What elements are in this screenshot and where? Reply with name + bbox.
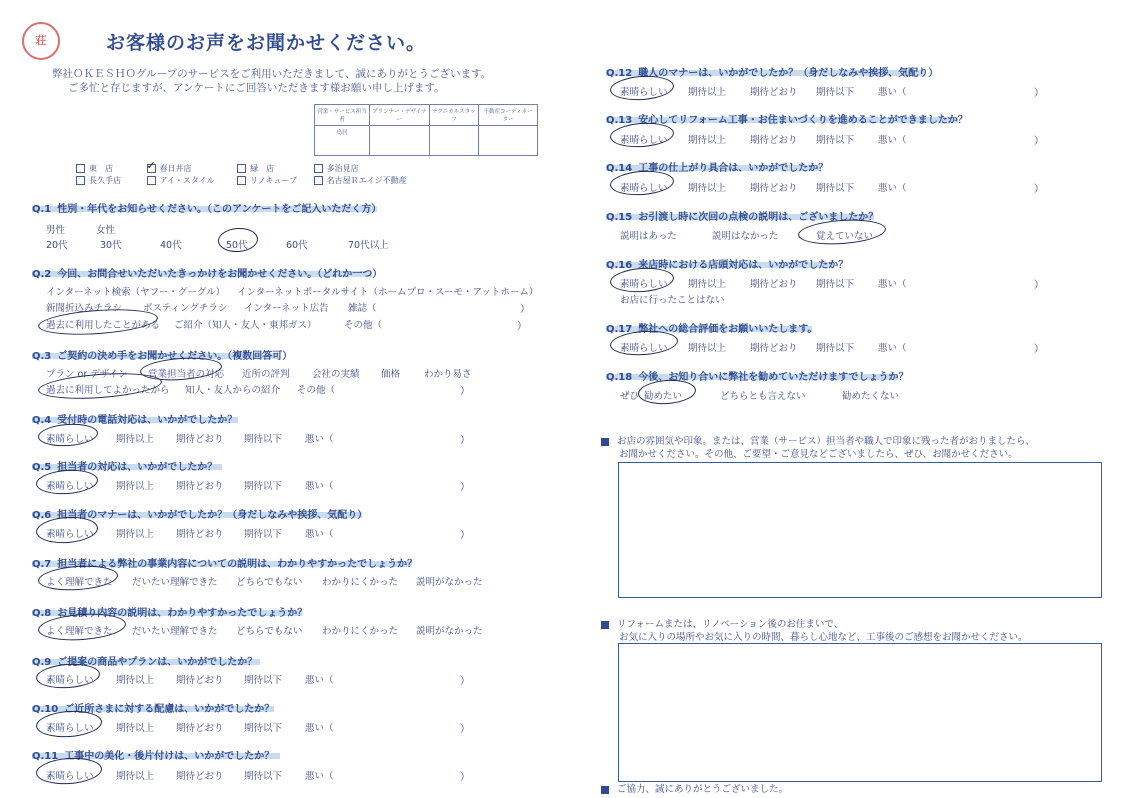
question-11: Q.11 工事中の美化・後片付けは、いかがでしたか？ xyxy=(32,751,275,762)
option-above-expectation[interactable]: 期待以上 xyxy=(688,343,727,354)
question-8: Q.8 お見積り内容の説明は、わかりやすかったでしょうか？ xyxy=(32,608,308,619)
option-above-expectation[interactable]: 期待以上 xyxy=(116,529,155,540)
question-18: Q.18 今後、お知り合いに弊社を勧めていただけますでしょうか？ xyxy=(606,372,909,383)
paren-close: ） xyxy=(1034,280,1044,291)
option-60s[interactable]: 60代 xyxy=(286,240,308,251)
paren-close: ） xyxy=(1034,184,1044,195)
option-bad[interactable]: 悪い（ xyxy=(878,279,907,290)
paren-close: ） xyxy=(1034,88,1044,99)
paren-close: ） xyxy=(460,386,470,397)
option-below-expectation[interactable]: 期待以下 xyxy=(816,279,855,290)
option-excellent[interactable]: 素晴らしい xyxy=(46,723,94,734)
question-2: Q.2 今回、お問合せいただいたきっかけをお聞かせください。（どれか一つ） xyxy=(32,269,383,280)
option-as-expected[interactable]: 期待どおり xyxy=(176,771,224,782)
option-bad[interactable]: 悪い（ xyxy=(305,481,334,492)
option-other[interactable]: その他（ xyxy=(297,385,336,396)
page-title: お客様のお声をお聞かせください。 xyxy=(106,32,427,54)
checkbox[interactable] xyxy=(314,176,323,185)
option-not-explained[interactable]: 説明はなかった xyxy=(712,231,779,242)
question-16: Q.16 来店時における店頭対応は、いかがでしたか？ xyxy=(606,260,849,271)
option-excellent[interactable]: 素晴らしい xyxy=(620,343,668,354)
option-as-expected[interactable]: 期待どおり xyxy=(176,481,224,492)
question-6: Q.6 担当者のマナーは、いかがでしたか？（身だしなみや挨拶、気配り） xyxy=(32,510,368,521)
comment-box-1[interactable] xyxy=(618,462,1102,598)
selection-circle xyxy=(217,227,259,254)
option-referral[interactable]: ご紹介（知人・友人・東邦ガス） xyxy=(174,320,317,331)
staff-header-planner: プランナー・デザイナー xyxy=(370,105,430,126)
comment-box-2[interactable] xyxy=(618,643,1102,782)
question-13: Q.13 安心してリフォーム工事・お住まいづくりを進めることができましたか？ xyxy=(606,115,968,126)
option-below-expectation[interactable]: 期待以下 xyxy=(244,723,283,734)
question-12: Q.12 職人のマナーは、いかがでしたか？（身だしなみや挨拶、気配り） xyxy=(606,68,939,79)
option-recommend[interactable]: 勧めたい xyxy=(644,391,683,402)
option-below-expectation[interactable]: 期待以下 xyxy=(816,343,855,354)
question-4: Q.4 受付時の電話対応は、いかがでしたか？ xyxy=(32,415,238,426)
option-bad[interactable]: 悪い（ xyxy=(878,183,907,194)
option-bad[interactable]: 悪い（ xyxy=(878,343,907,354)
checkbox[interactable] xyxy=(147,176,156,185)
option-track-record[interactable]: 会社の実績 xyxy=(312,369,360,380)
option-sales-rep[interactable]: 営業担当者の対応 xyxy=(148,369,225,380)
option-newspaper-flyer[interactable]: 新聞折込みチラシ xyxy=(46,303,123,314)
question-15: Q.15 お引渡し時に次回の点検の説明は、ございましたか？ xyxy=(606,212,879,223)
option-male[interactable]: 男性 xyxy=(46,225,66,236)
option-explained[interactable]: 説明はあった xyxy=(620,231,677,242)
option-bad[interactable]: 悪い（ xyxy=(305,529,334,540)
option-above-expectation[interactable]: 期待以上 xyxy=(116,481,155,492)
option-hard-to-understand[interactable]: わかりにくかった xyxy=(322,577,399,588)
option-bad[interactable]: 悪い（ xyxy=(878,87,907,98)
company-seal: 荘 xyxy=(22,22,60,60)
option-posting-flyer[interactable]: ポスティングチラシ xyxy=(143,303,228,314)
option-mostly-understood[interactable]: だいたい理解できた xyxy=(132,577,218,588)
option-50s[interactable]: 50代 xyxy=(226,240,248,251)
option-understood-well[interactable]: よく理解できた xyxy=(46,577,113,588)
option-excellent[interactable]: 素晴らしい xyxy=(46,481,94,492)
option-bad[interactable]: 悪い（ xyxy=(305,434,334,445)
option-70s-plus[interactable]: 70代以上 xyxy=(348,240,389,251)
paren-close: ） xyxy=(460,530,470,541)
question-9: Q.9 ご提案の商品やプランは、いかがでしたか？ xyxy=(32,657,258,668)
option-above-expectation[interactable]: 期待以上 xyxy=(688,87,727,98)
option-as-expected[interactable]: 期待どおり xyxy=(750,183,798,194)
option-as-expected[interactable]: 期待どおり xyxy=(750,279,798,290)
option-above-expectation[interactable]: 期待以上 xyxy=(688,279,727,290)
staff-value-sales[interactable]: 鳥居 xyxy=(315,126,370,156)
option-above-expectation[interactable]: 期待以上 xyxy=(116,434,155,445)
square-bullet-icon xyxy=(601,786,609,794)
option-neutral[interactable]: どちらでもない xyxy=(236,626,303,637)
option-as-expected[interactable]: 期待どおり xyxy=(176,675,224,686)
option-as-expected[interactable]: 期待どおり xyxy=(750,87,798,98)
paren-close: ） xyxy=(460,676,470,687)
option-above-expectation[interactable]: 期待以上 xyxy=(116,771,155,782)
option-internet-ad[interactable]: インターネット広告 xyxy=(244,303,329,314)
question-17: Q.17 弊社への総合評価をお願いいたします。 xyxy=(606,324,818,335)
option-below-expectation[interactable]: 期待以下 xyxy=(816,135,855,146)
option-below-expectation[interactable]: 期待以下 xyxy=(816,87,855,98)
option-excellent[interactable]: 素晴らしい xyxy=(46,529,94,540)
option-below-expectation[interactable]: 期待以下 xyxy=(244,529,283,540)
staff-value-technical[interactable] xyxy=(429,126,478,156)
option-neutral[interactable]: どちらでもない xyxy=(236,577,303,588)
paren-close: ） xyxy=(460,724,470,735)
option-definitely[interactable]: ぜひ xyxy=(620,391,640,402)
option-used-before[interactable]: 過去に利用したことがある xyxy=(46,320,161,331)
option-above-expectation[interactable]: 期待以上 xyxy=(116,723,155,734)
checkbox[interactable] xyxy=(237,176,246,185)
option-excellent[interactable]: 素晴らしい xyxy=(46,434,94,445)
option-as-expected[interactable]: 期待どおり xyxy=(176,434,224,445)
option-excellent[interactable]: 素晴らしい xyxy=(620,183,668,194)
option-mostly-understood[interactable]: だいたい理解できた xyxy=(132,626,218,637)
question-10: Q.10 ご近所さまに対する配慮は、いかがでしたか？ xyxy=(32,704,275,715)
staff-table xyxy=(314,104,538,156)
option-female[interactable]: 女性 xyxy=(96,225,116,236)
staff-header-technical: テクニカルスタッフ xyxy=(429,105,478,126)
square-bullet-icon xyxy=(601,438,609,446)
checkbox[interactable] xyxy=(76,176,85,185)
intro-line-2: ご多忙と存じますが、アンケートにご回答いただきます様お願い申し上げます。 xyxy=(68,82,445,94)
comment-prompt-1-line-2: お聞かせください。その他、ご要望・ご意見などございましたら、ぜひ、お聞かせください。 xyxy=(619,449,1018,460)
option-acquaintance[interactable]: 知人・友人からの紹介 xyxy=(185,385,281,396)
option-below-expectation[interactable]: 期待以下 xyxy=(244,434,283,445)
checkbox[interactable] xyxy=(314,164,323,173)
option-reputation[interactable]: 近所の評判 xyxy=(242,369,290,380)
option-as-expected[interactable]: 期待どおり xyxy=(176,529,224,540)
question-1: Q.1 性別・年代をお知らせください。（このアンケートをご記入いただく方） xyxy=(32,204,382,215)
checkbox[interactable] xyxy=(76,164,85,173)
option-30s[interactable]: 30代 xyxy=(100,240,122,251)
comment-prompt-2: リフォームまたは、リノベーション後のお住まいで、 xyxy=(601,616,843,630)
shop-row-2: 長久手店 アイ・スタイル リノキューブ 名古屋Ｒエイジ不動産 xyxy=(76,175,407,186)
option-20s[interactable]: 20代 xyxy=(46,240,68,251)
intro-line-1: 弊社ＯＫＥＳＨＯグループのサービスをご利用いただきまして、誠にありがとうございます。 xyxy=(52,68,492,80)
question-14: Q.14 工事の仕上がり具合は、いかがでしたか？ xyxy=(606,163,829,174)
option-plan-design[interactable]: プラン or デザイン xyxy=(46,369,128,380)
question-5: Q.5 担当者の対応は、いかがでしたか？ xyxy=(32,462,218,473)
option-excellent[interactable]: 素晴らしい xyxy=(620,135,668,146)
option-excellent[interactable]: 素晴らしい xyxy=(620,279,668,290)
option-below-expectation[interactable]: 期待以下 xyxy=(244,481,283,492)
thanks-message: ご協力、誠にありがとうございました。 xyxy=(601,781,788,795)
option-no-explanation[interactable]: 説明がなかった xyxy=(416,577,483,588)
option-as-expected[interactable]: 期待どおり xyxy=(750,343,798,354)
paren-close: ） xyxy=(460,435,470,446)
paren-close: ） xyxy=(520,304,530,315)
check-mark-icon: ✓ xyxy=(146,159,156,172)
option-clarity[interactable]: わかり易さ xyxy=(424,369,472,380)
option-below-expectation[interactable]: 期待以下 xyxy=(244,771,283,782)
option-as-expected[interactable]: 期待どおり xyxy=(750,135,798,146)
option-above-expectation[interactable]: 期待以上 xyxy=(688,135,727,146)
staff-header-sales: 営業・サービス担当者 xyxy=(315,105,370,126)
option-good-experience[interactable]: 過去に利用してよかったから xyxy=(46,385,170,396)
option-internet-search[interactable]: インターネット検索（ヤフー・グーグル） xyxy=(46,287,226,298)
option-undecided[interactable]: どちらとも言えない xyxy=(720,391,806,402)
paren-close: ） xyxy=(1034,344,1044,355)
option-excellent[interactable]: 素晴らしい xyxy=(620,87,668,98)
option-not-recommend[interactable]: 勧めたくない xyxy=(842,391,900,402)
option-understood-well[interactable]: よく理解できた xyxy=(46,626,113,637)
option-other[interactable]: その他（ xyxy=(344,320,383,331)
option-no-explanation[interactable]: 説明がなかった xyxy=(416,626,483,637)
square-bullet-icon xyxy=(601,621,609,629)
option-bad[interactable]: 悪い（ xyxy=(305,771,334,782)
comment-prompt-1: お店の雰囲気や印象。または、営業（サービス）担当者や職人で印象に残った者がおりましたら、 xyxy=(601,433,1035,447)
staff-header-realestate: 不動産コーディネーター xyxy=(478,105,537,126)
option-never-visited[interactable]: お店に行ったことはない xyxy=(620,295,725,306)
paren-close: ） xyxy=(460,772,470,783)
staff-value-planner[interactable] xyxy=(370,126,430,156)
question-3: Q.3 ご契約の決め手をお聞かせください。（複数回答可） xyxy=(32,351,293,362)
option-hard-to-understand[interactable]: わかりにくかった xyxy=(322,626,399,637)
option-as-expected[interactable]: 期待どおり xyxy=(176,723,224,734)
option-below-expectation[interactable]: 期待以下 xyxy=(816,183,855,194)
option-40s[interactable]: 40代 xyxy=(160,240,182,251)
shop-row-1: 東 店 ✓ 春日井店 緑 店 多治見店 xyxy=(76,163,359,174)
option-above-expectation[interactable]: 期待以上 xyxy=(688,183,727,194)
paren-close: ） xyxy=(460,482,470,493)
staff-value-realestate[interactable] xyxy=(478,126,537,156)
paren-close: ） xyxy=(1034,136,1044,147)
option-excellent[interactable]: 素晴らしい xyxy=(46,771,94,782)
option-price[interactable]: 価格 xyxy=(381,369,401,380)
option-dont-remember[interactable]: 覚えていない xyxy=(816,231,874,242)
option-bad[interactable]: 悪い（ xyxy=(878,135,907,146)
option-bad[interactable]: 悪い（ xyxy=(305,675,334,686)
option-excellent[interactable]: 素晴らしい xyxy=(46,675,94,686)
option-portal-site[interactable]: インターネットポータルサイト（ホームプロ・スーモ・アットホーム） xyxy=(237,287,539,298)
comment-prompt-2-line-2: お気に入りの場所やお気に入りの時間、暮らし心地など、工事後のご感想をお聞かせください。 xyxy=(619,632,1028,643)
option-above-expectation[interactable]: 期待以上 xyxy=(116,675,155,686)
option-bad[interactable]: 悪い（ xyxy=(305,723,334,734)
option-below-expectation[interactable]: 期待以下 xyxy=(244,675,283,686)
option-magazine[interactable]: 雑誌（ xyxy=(348,303,377,314)
checkbox[interactable] xyxy=(237,164,246,173)
paren-close: ） xyxy=(517,321,527,332)
question-7: Q.7 担当者による弊社の事業内容についての説明は、わかりやすかったでしょうか？ xyxy=(32,559,418,570)
